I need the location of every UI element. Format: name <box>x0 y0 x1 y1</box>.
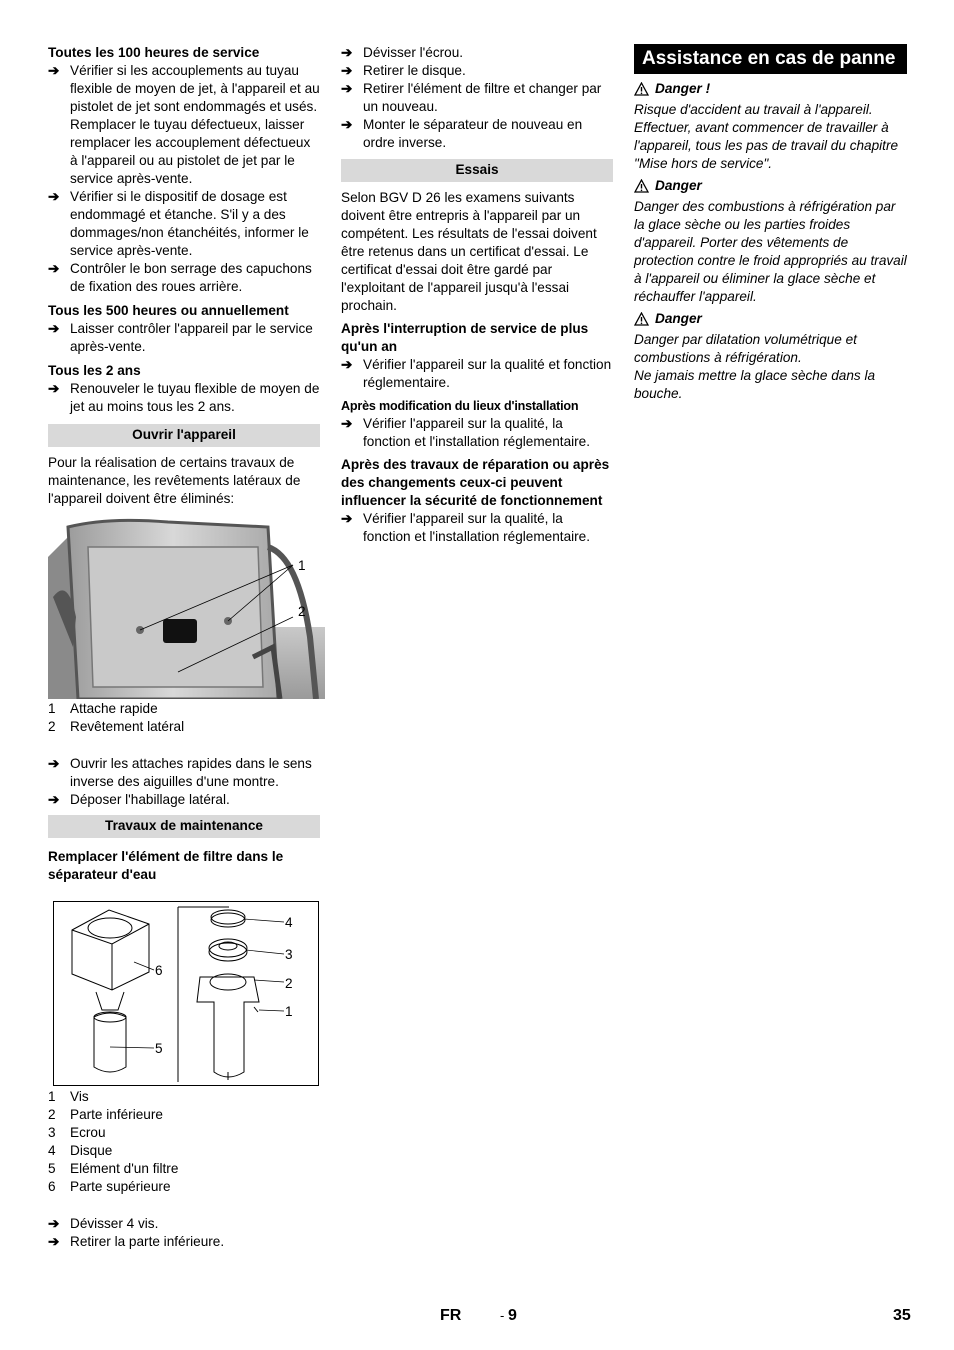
step-item <box>341 80 613 116</box>
legend-item <box>48 1160 320 1178</box>
device-photo <box>48 517 325 699</box>
arrow-right-icon: ➔ <box>341 81 353 96</box>
legend-item <box>48 700 320 718</box>
step-text: Dévisser 4 vis. <box>70 1216 159 1231</box>
step-item <box>48 755 320 791</box>
legend-number: 1 <box>48 1089 56 1104</box>
callout-2: 2 <box>298 604 306 619</box>
legend-number: 3 <box>48 1125 56 1140</box>
steps-500h <box>48 320 320 356</box>
heading-100h: Toutes les 100 heures de service <box>48 45 260 60</box>
step-item <box>48 1215 320 1233</box>
section-essais: Essais <box>341 159 613 182</box>
arrow-right-icon: ➔ <box>48 321 60 336</box>
arrow-right-icon: ➔ <box>341 357 353 372</box>
step-text: Laisser contrôler l'appareil par le service après-vente. <box>70 321 313 354</box>
paragraph-essais: Selon BGV D 26 les examens suivants doivent être entrepris à l'appareil par un compétent. Les résultats de l'essai doivent être retenus dans un certificat d'essai. Le certificat d'essai doit être gardé par l'exploitant de l'appareil jusqu'à l'essai prochain. <box>341 190 597 313</box>
step-text: Monter le séparateur de nouveau en ordre inverse. <box>363 117 583 150</box>
step-text: Retirer la parte inférieure. <box>70 1234 225 1249</box>
warning-triangle-icon <box>634 82 649 96</box>
danger-text: Risque d'accident au travail à l'appareil. Effectuer, avant commencer de travailler à l'appareil, tous les pas de travail du chapitre "Mise hors de service". <box>634 102 899 171</box>
danger-heading <box>634 177 907 195</box>
heading-2ans: Tous les 2 ans <box>48 363 141 378</box>
step-text: Vérifier l'appareil sur la qualité, la fonction et l'installation réglementaire. <box>363 416 591 449</box>
steps-modification <box>341 415 613 451</box>
arrow-right-icon: ➔ <box>48 1234 60 1249</box>
steps-100h <box>48 62 320 296</box>
legend-item <box>48 1106 320 1124</box>
step-text: Déposer l'habillage latéral. <box>70 792 230 807</box>
paragraph-ouvrir: Pour la réalisation de certains travaux de maintenance, les revêtements latéraux de l'appareil doivent être éliminés: <box>48 455 301 506</box>
danger-text: Danger des combustions à réfrigération par la glace sèche ou les parties froides d'appareil. Porter des vêtements de protection contre le froid appropriés au travail à l'appareil ou éliminer la glace sèche et réchauffer l'appareil. <box>634 199 907 304</box>
column-middle <box>341 44 613 546</box>
legend-item <box>48 718 320 736</box>
callout-1: 1 <box>298 558 306 573</box>
legend-text: Parte supérieure <box>70 1179 171 1194</box>
legend-item <box>48 1178 320 1196</box>
legend-number: 2 <box>48 1107 56 1122</box>
arrow-right-icon: ➔ <box>341 416 353 431</box>
arrow-right-icon: ➔ <box>341 117 353 132</box>
legend-fig2 <box>48 1088 320 1196</box>
danger-heading <box>634 310 907 328</box>
arrow-right-icon: ➔ <box>48 792 60 807</box>
figure-filter <box>53 901 319 1086</box>
legend-text: Vis <box>70 1089 89 1104</box>
heading-interruption: Après l'interruption de service de plus qu'un an <box>341 321 589 354</box>
callout-3: 3 <box>285 947 293 962</box>
step-item <box>341 415 613 451</box>
step-item <box>48 1233 320 1251</box>
heading-filter: Remplacer l'élément de filtre dans le séparateur d'eau <box>48 849 284 882</box>
steps-filter <box>48 1215 320 1251</box>
footer-separator: - <box>500 1308 505 1323</box>
arrow-right-icon: ➔ <box>48 756 60 771</box>
step-item <box>341 44 613 62</box>
steps-interruption <box>341 356 613 392</box>
step-item <box>48 188 320 260</box>
steps-reparation <box>341 510 613 546</box>
arrow-right-icon: ➔ <box>48 63 60 78</box>
step-item <box>48 791 320 809</box>
step-item <box>48 320 320 356</box>
callout-4: 4 <box>285 915 293 930</box>
steps-2ans <box>48 380 320 416</box>
footer-lang: FR <box>440 1307 462 1324</box>
steps-filter-cont <box>341 44 613 152</box>
step-text: Contrôler le bon serrage des capuchons de fixation des roues arrière. <box>70 261 312 294</box>
step-text: Ouvrir les attaches rapides dans le sens inverse des aiguilles d'une montre. <box>70 756 312 789</box>
legend-item <box>48 1088 320 1106</box>
step-item <box>341 62 613 80</box>
legend-number: 2 <box>48 719 56 734</box>
step-text: Retirer le disque. <box>363 63 466 78</box>
column-right <box>634 44 907 403</box>
step-item <box>341 356 613 392</box>
warning-triangle-icon <box>634 179 649 193</box>
legend-text: Ecrou <box>70 1125 106 1140</box>
legend-text: Attache rapide <box>70 701 158 716</box>
step-item <box>341 116 613 152</box>
heading-500h: Tous les 500 heures ou annuellement <box>48 303 289 318</box>
arrow-right-icon: ➔ <box>48 1216 60 1231</box>
step-item <box>48 62 320 188</box>
callout-5: 5 <box>155 1041 163 1056</box>
arrow-right-icon: ➔ <box>341 45 353 60</box>
arrow-right-icon: ➔ <box>48 261 60 276</box>
heading-modification: Après modification du lieux d'installation <box>341 399 579 413</box>
section-ouvrir: Ouvrir l'appareil <box>48 424 320 447</box>
legend-text: Disque <box>70 1143 113 1158</box>
legend-number: 4 <box>48 1143 56 1158</box>
callout-1b: 1 <box>285 1004 293 1019</box>
legend-number: 1 <box>48 701 56 716</box>
legend-item <box>48 1124 320 1142</box>
legend-text: Elément d'un filtre <box>70 1161 179 1176</box>
step-text: Retirer l'élément de filtre et changer par un nouveau. <box>363 81 602 114</box>
arrow-right-icon: ➔ <box>48 381 60 396</box>
danger-label: Danger <box>655 178 702 193</box>
footer-local-page: 9 <box>508 1307 517 1324</box>
step-text: Vérifier si le dispositif de dosage est endommagé et étanche. S'il y a des dommages/non étanchéités, informer le service après-vente. <box>70 189 309 258</box>
callout-6: 6 <box>155 963 163 978</box>
callout-2b: 2 <box>285 976 293 991</box>
legend-text: Parte inférieure <box>70 1107 163 1122</box>
danger-heading <box>634 80 907 98</box>
danger-label: Danger ! <box>655 81 711 96</box>
danger-text: Danger par dilatation volumétrique et combustions à réfrigération. Ne jamais mettre la glace sèche dans la bouche. <box>634 332 876 401</box>
step-text: Vérifier si les accouplements au tuyau flexible de moyen de jet, à l'appareil et au pistolet de jet sont endommagés et usés. Remplacer le tuyau défectueux, laisser remplacer les accouplement défectueux à l'appareil ou au pistolet de jet par le service après-vente. <box>70 63 320 186</box>
step-text: Dévisser l'écrou. <box>363 45 464 60</box>
footer-page-number: 35 <box>893 1307 911 1324</box>
legend-text: Revêtement latéral <box>70 719 185 734</box>
danger-label: Danger <box>655 311 702 326</box>
figure-side-cover <box>48 517 325 699</box>
steps-ouvrir <box>48 755 320 809</box>
legend-fig1 <box>48 700 320 736</box>
legend-number: 5 <box>48 1161 56 1176</box>
column-left <box>48 44 320 1251</box>
heading-reparation: Après des travaux de réparation ou après des changements ceux-ci peuvent influencer la sécurité de fonctionnement <box>341 457 610 508</box>
step-item <box>341 510 613 546</box>
step-item <box>48 260 320 296</box>
arrow-right-icon: ➔ <box>341 511 353 526</box>
step-text: Vérifier l'appareil sur la qualité et fonction réglementaire. <box>363 357 612 390</box>
warning-triangle-icon <box>634 312 649 326</box>
arrow-right-icon: ➔ <box>341 63 353 78</box>
step-item <box>48 380 320 416</box>
section-maintenance: Travaux de maintenance <box>48 815 320 838</box>
danger-list <box>634 80 907 403</box>
legend-number: 6 <box>48 1179 56 1194</box>
legend-item <box>48 1142 320 1160</box>
filter-drawing <box>54 902 318 1085</box>
section-title-assistance: Assistance en cas de panne <box>634 44 907 74</box>
step-text: Renouveler le tuyau flexible de moyen de jet au moins tous les 2 ans. <box>70 381 320 414</box>
arrow-right-icon: ➔ <box>48 189 60 204</box>
step-text: Vérifier l'appareil sur la qualité, la fonction et l'installation réglementaire. <box>363 511 591 544</box>
